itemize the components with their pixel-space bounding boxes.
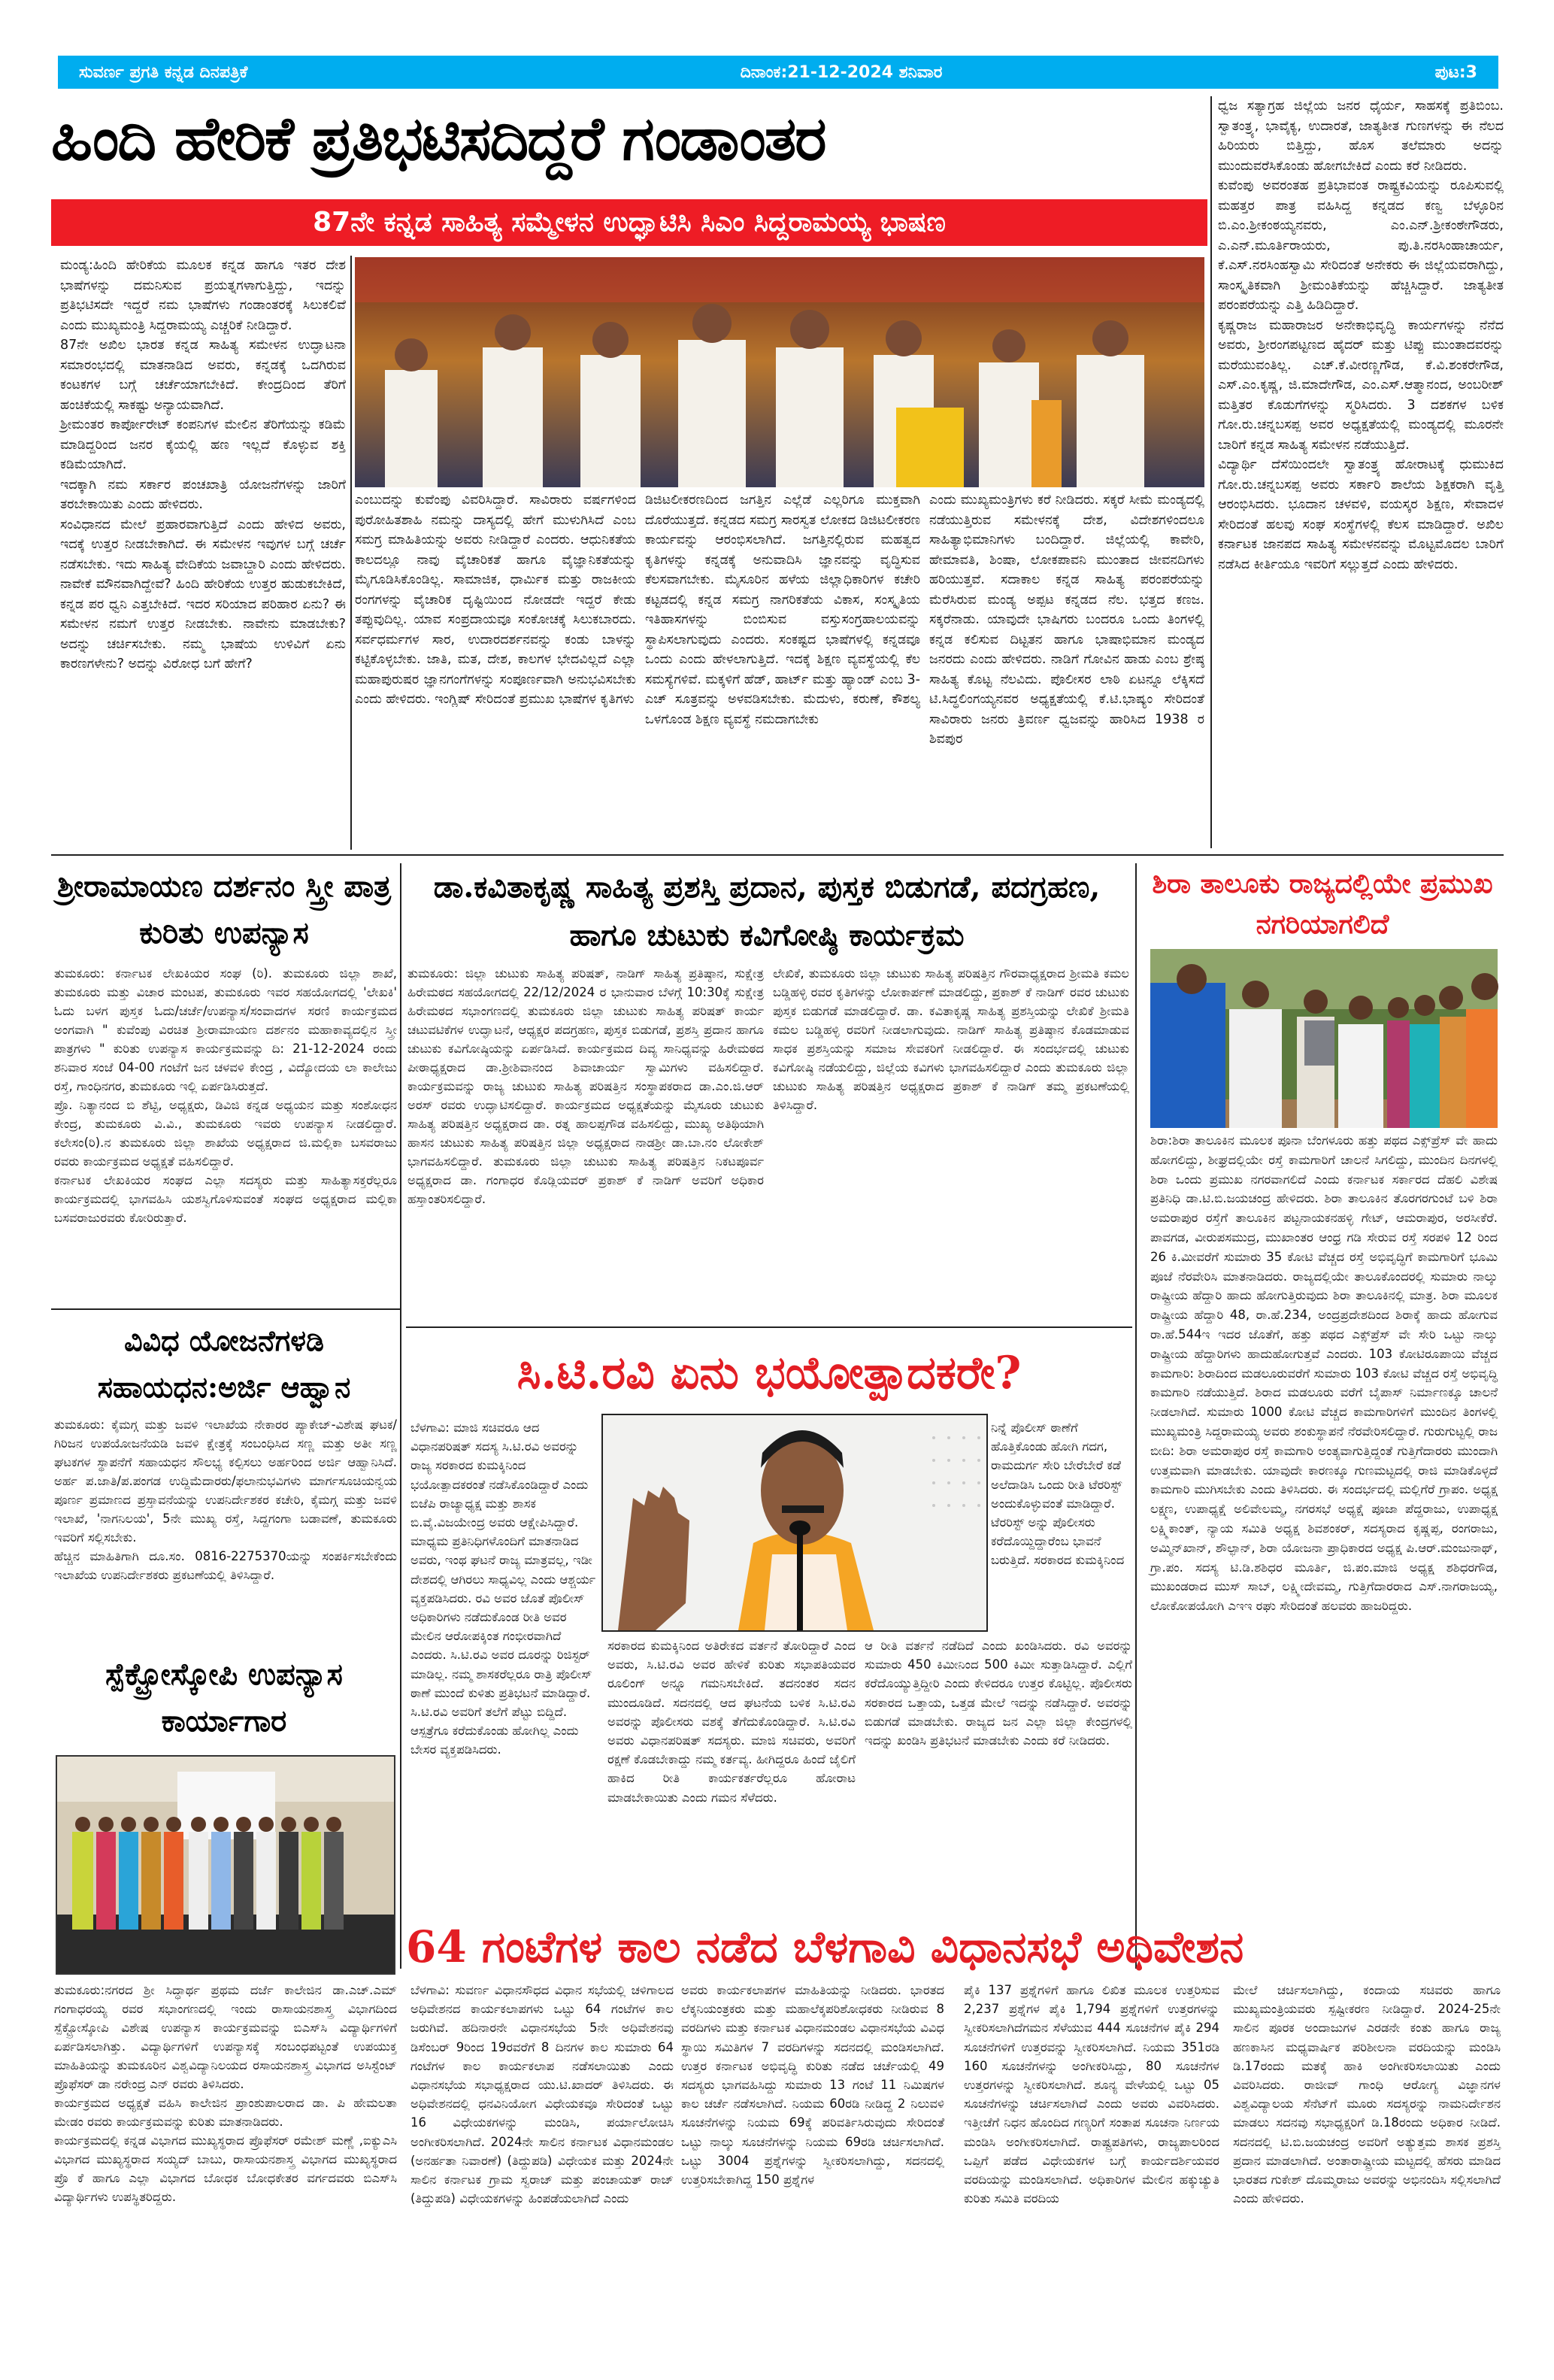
lead-subheadline-banner: 87ನೇ ಕನ್ನಡ ಸಾಹಿತ್ಯ ಸಮ್ಮೇಳನ ಉದ್ಘಾಟಿಸಿ ಸಿಎಂ ಸಿದ್ದರಾಮಯ್ಯ ಭಾಷಣ xyxy=(51,199,1207,246)
ct-ravi-column-bottom-1: ಸರಕಾರದ ಕುಮಕ್ಕಿನಿಂದ ಅತಿರೇಕದ ವರ್ತನೆ ತೋರಿದ್ದಾರೆ ಎಂದ ಅವರು, ಸಿ.ಟಿ.ರವಿ ಅವರ ಹೇಳಿಕೆ ಕುರಿತು ಸಭಾಪತಿಯವರ ರೂಲಿಂಗ್ ಅನ್ನೂ ಗಮನಿಸಬೇಕಿದೆ. ತದನಂತರ ಸದನ ಮುಂದೂಡಿದೆ. ಸದನದಲ್ಲಿ ಆದ ಘಟನೆಯ ಬಳಿಕ ಸಿ.ಟಿ.ರವಿ ಅವರನ್ನು ಪೊಲೀಸರು ವಶಕ್ಕೆ ತೆಗೆದುಕೊಂಡಿದ್ದಾರೆ. ಸಿ.ಟಿ.ರವಿ ಅವರು ವಿಧಾನಪರಿಷತ್ ಸದಸ್ಯರು. ಮಾಜಿ ಸಚಿವರು, ಅವರಿಗೆ ರಕ್ಷಣೆ ಕೊಡಬೇಕಾದ್ದು ನಮ್ಮ ಕರ್ತವ್ಯ. ಹೀಗಿದ್ದರೂ ಹಿಂದೆ ಜೈಲಿಗೆ ಹಾಕಿದ ರೀತಿ ಕಾರ್ಯಕರ್ತರೆಲ್ಲರೂ ಹೋರಾಟ ಮಾಡಬೇಕಾಯಿತು ಎಂದು ಗಮನ ಸೆಳೆದರು. xyxy=(607,1639,856,1805)
lead-paragraph: ಕುವೆಂಪು ಅವರಂತಹ ಪ್ರತಿಭಾವಂತ ರಾಷ್ಟ್ರಕವಿಯನ್ನು ರೂಪಿಸುವಲ್ಲಿ ಮಹತ್ತರ ಪಾತ್ರ ವಹಿಸಿದ್ದ ಕನ್ನಡದ ಕಣ್ವ ಬೆಳ್ಳೂರಿನ ಬಿ.ಎಂ.ಶ್ರೀಕಂಠಯ್ಯನವರು, ಎಂ.ಎನ್.ಶ್ರೀಕಂಠೇಗೌಡರು, ಎ.ಎನ್.ಮೂರ್ತಿರಾಯರು, ಪು.ತಿ.ನರಸಿಂಹಾಚಾರ್ಯ, ಕೆ.ಎಸ್.ನರಸಿಂಹಸ್ವಾಮಿ ಸೇರಿದಂತೆ ಅನೇಕರು ಈ ಜಿಲ್ಲೆಯವರಾಗಿದ್ದು, ಸಾಂಸ್ಕೃತಿಕವಾಗಿ ಶ್ರೀಮಂತಿಕೆಯನ್ನು ಹೆಚ್ಚಿಸಿದ್ದಾರೆ. ಜಾತ್ಯತೀತ ಪರಂಪರೆಯನ್ನು ಎತ್ತಿ ಹಿಡಿದಿದ್ದಾರೆ. xyxy=(1218,178,1504,313)
lead-paragraph: ಧ್ವಜ ಸತ್ಯಾಗ್ರಹ ಜಿಲ್ಲೆಯ ಜನರ ಧೈರ್ಯ, ಸಾಹಸಕ್ಕೆ ಪ್ರತಿಬಿಂಬ. ಸ್ವಾತಂತ್ರ್ಯ, ಭಾವೈಕ್ಯ, ಉದಾರತೆ, ಜಾತ್ಯತೀತ ಗುಣಗಳನ್ನು ಈ ನೆಲದ ಹಿರಿಯರು ಬಿತ್ತಿದ್ದು, ಹೊಸ ತಲೆಮಾರು ಅದನ್ನು ಮುಂದುವರೆಸಿಕೊಂಡು ಹೋಗಬೇಕಿದೆ ಎಂದು ಕರೆ ನೀಡಿದರು. xyxy=(1218,99,1504,174)
lead-column-2: ಎಂಬುದನ್ನು ಕುವೆಂಪು ವಿವರಿಸಿದ್ದಾರೆ. ಸಾವಿರಾರು ವರ್ಷಗಳಿಂದ ಪುರೋಹಿತಶಾಹಿ ನಮನ್ನು ದಾಸ್ಯದಲ್ಲಿ ಹೇಗೆ ಮುಳುಗಿಸಿದೆ ಎಂಬ ಸಮಗ್ರ ಮಾಹಿತಿಯನ್ನು ಅವರು ನೀಡಿದ್ದಾರೆ ಎಂದರು. ಆಧುನಿಕತೆಯ ಕಾಲದಲ್ಲೂ ನಾವು ವೈಚಾರಿಕತೆ ಹಾಗೂ ವೈಜ್ಞಾನಿಕತೆಯನ್ನು ಮೈಗೂಡಿಸಿಕೊಂಡಿಲ್ಲ. ಸಾಮಾಜಿಕ, ಧಾರ್ಮಿಕ ಮತ್ತು ರಾಜಕೀಯ ರಂಗಗಳನ್ನು ವೈಚಾರಿಕ ದೃಷ್ಟಿಯಿಂದ ನೋಡದೇ ಇದ್ದರೆ ಕೇಡು ತಪ್ಪುವುದಿಲ್ಲ. ಯಾವ ಸಂಪ್ರದಾಯವೂ ಸಂಕೋಚಕ್ಕೆ ಸಿಲುಕಬಾರದು. ಸರ್ವಧರ್ಮಗಳ ಸಾರ, ಉದಾರದರ್ಶನವನ್ನು ಕಂಡು ಬಾಳನ್ನು ಕಟ್ಟಿಕೊಳ್ಳಬೇಕು. ಜಾತಿ, ಮತ, ದೇಶ, ಕಾಲಗಳ ಭೇದವಿಲ್ಲದೆ ಎಲ್ಲಾ ಮಹಾಪುರುಷರ ಜ್ಞಾನಗಂಗೆಗಳನ್ನು ಸಂಪೂರ್ಣವಾಗಿ ಅನುಭವಿಸಬೇಕು ಎಂದು ಹೇಳಿದರು. ಇಂಗ್ಲಿಷ್ ಸೇರಿದಂತೆ ಪ್ರಮುಖ ಭಾಷೆಗಳ ಕೃತಿಗಳು xyxy=(355,493,636,707)
ramayana-paragraph: ಪ್ರೊ. ನಿತ್ಯಾನಂದ ಬಿ ಶೆಟ್ಟಿ, ಅಧ್ಯಕ್ಷರು, ಡಿವಿಜಿ ಕನ್ನಡ ಅಧ್ಯಯನ ಮತ್ತು ಸಂಶೋಧನ ಕೇಂದ್ರ, ತುಮಕೂರು ವಿ.ವಿ., ತುಮಕೂರು ಇವರು ಉಪನ್ಯಾಸ ನೀಡಲಿದ್ದಾರೆ. ಕಲೇಸಂ(ರಿ).ನ ತುಮಕೂರು ಜಿಲ್ಲಾ ಶಾಖೆಯ ಅಧ್ಯಕ್ಷರಾದ ಜಿ.ಮಲ್ಲಿಕಾ ಬಸವರಾಜು ರವರು ಕಾರ್ಯಕ್ರಮದ ಅಧ್ಯಕ್ಷತೆ ವಹಿಸಲಿದ್ದಾರೆ. xyxy=(54,1098,397,1169)
spectroscopy-photo-group xyxy=(56,1755,395,1975)
schemes-paragraph: ಹೆಚ್ಚಿನ ಮಾಹಿತಿಗಾಗಿ ದೂ.ಸಂ. 0816-2275370ಯನ್ನು ಸಂಪರ್ಕಿಸಬೇಕೆಂದು ಇಲಾಖೆಯ ಉಪನಿರ್ದೇಶಕರು ಪ್ರಕಟಣೆಯಲ್ಲಿ ತಿಳಿಸಿದ್ದಾರೆ. xyxy=(54,1549,397,1582)
belagavi-column-1: ಬೆಳಗಾವಿ: ಸುವರ್ಣ ವಿಧಾನಸೌಧದ ವಿಧಾನ ಸಭೆಯಲ್ಲಿ ಚಳಿಗಾಲದ ಅಧಿವೇಶನದ ಕಾರ್ಯಕಲಾಪಗಳು ಒಟ್ಟು 64 ಗಂಟೆಗಳ ಕಾಲ ಜರುಗಿವೆ. ಹದಿನಾರನೇ ವಿಧಾನಸಭೆಯ 5ನೇ ಅಧಿವೇಶನವು ಡಿಸೆಂಬರ್ 9ರಿಂದ 19ರವರೆಗೆ 8 ದಿನಗಳ ಕಾಲ ಸುಮಾರು 64 ಗಂಟೆಗಳ ಕಾಲ ಕಾರ್ಯಕಲಾಪ ನಡೆಸಲಾಯಿತು ಎಂದು ವಿಧಾನಸಭೆಯ ಸಭಾಧ್ಯಕ್ಷರಾದ ಯು.ಟಿ.ಖಾದರ್ ತಿಳಿಸಿದರು. ಈ ಅಧಿವೇಶನದಲ್ಲಿ ಧನವಿನಿಯೋಗ ವಿಧೇಯಕವೂ ಸೇರಿದಂತೆ ಒಟ್ಟು 16 ವಿಧೇಯಕಗಳನ್ನು ಮಂಡಿಸಿ, ಪರ್ಯಾಲೋಚಿಸಿ ಅಂಗೀಕರಿಸಲಾಗಿದೆ. 2024ನೇ ಸಾಲಿನ ಕರ್ನಾಟಕ ವಿಧಾನಮಂಡಲ (ಅನರ್ಹತಾ ನಿವಾರಣೆ) (ತಿದ್ದುಪಡಿ) ವಿಧೇಯಕ ಮತ್ತು 2024ನೇ ಸಾಲಿನ ಕರ್ನಾಟಕ ಗ್ರಾಮ ಸ್ವರಾಜ್ ಮತ್ತು ಪಂಚಾಯತ್ ರಾಜ್ (ತಿದ್ದುಪಡಿ) ವಿಧೇಯಕಗಳನ್ನು ಹಿಂಪಡೆಯಲಾಗಿದೆ ಎಂದು xyxy=(410,1983,674,2206)
ct-ravi-headline: ಸಿ.ಟಿ.ರವಿ ಏನು ಭಯೋತ್ಪಾದಕರೇ? xyxy=(516,1347,1022,1399)
lead-column-5 xyxy=(1218,96,1504,850)
belagavi-column-2: ಅವರು ಕಾರ್ಯಕಲಾಪಗಳ ಮಾಹಿತಿಯನ್ನು ನೀಡಿದರು. ಭಾರತದ ಲೆಕ್ಕನಿಯಂತ್ರಕರು ಮತ್ತು ಮಹಾಲೆಕ್ಕಪರಿಶೋಧಕರು ನೀಡಿರುವ 8 ವರದಿಗಳು ಮತ್ತು ಕರ್ನಾಟಕ ವಿಧಾನಮಂಡಲ ವಿಧಾನಸಭೆಯ ವಿವಿಧ ಸ್ಥಾಯಿ ಸಮಿತಿಗಳ 7 ವರದಿಗಳನ್ನು ಸದನದಲ್ಲಿ ಮಂಡಿಸಲಾಗಿದೆ. ಉತ್ತರ ಕರ್ನಾಟಕ ಅಭಿವೃದ್ಧಿ ಕುರಿತು ನಡೆದ ಚರ್ಚೆಯಲ್ಲಿ 49 ಸದಸ್ಯರು ಭಾಗವಹಿಸಿದ್ದು ಸುಮಾರು 13 ಗಂಟೆ 11 ನಿಮಿಷಗಳ ಕಾಲ ಚರ್ಚೆ ನಡೆಸಲಾಗಿದೆ. ನಿಯಮ 60ರಡಿ ನೀಡಿದ್ದ 2 ನಿಲುವಳಿ ಸೂಚನೆಗಳನ್ನು ನಿಯಮ 69ಕ್ಕೆ ಪರಿವರ್ತಿಸಿರುವುದು ಸೇರಿದಂತೆ ಒಟ್ಟು ನಾಲ್ಕು ಸೂಚನೆಗಳನ್ನು ನಿಯಮ 69ರಡಿ ಚರ್ಚಿಸಲಾಗಿದೆ. ಒಟ್ಟು 3004 ಪ್ರಶ್ನೆಗಳನ್ನು ಸ್ವೀಕರಿಸಲಾಗಿದ್ದು, ಸದನದಲ್ಲಿ ಉತ್ತರಿಸಬೇಕಾಗಿದ್ದ 150 ಪ್ರಶ್ನೆಗಳ xyxy=(681,1983,944,2187)
award-column-2: ಲೇಖಿಕೆ, ತುಮಕೂರು ಜಿಲ್ಲಾ ಚುಟುಕು ಸಾಹಿತ್ಯ ಪರಿಷತ್ತಿನ ಗೌರವಾಧ್ಯಕ್ಷರಾದ ಶ್ರೀಮತಿ ಕಮಲ ಬಡ್ಡಿಹಳ್ಳಿ ರವರ ಕೃತಿಗಳನ್ನು ಲೋಕಾರ್ಪಣೆ ಮಾಡಲಿದ್ದು, ಪ್ರಕಾಶ್ ಕೆ ನಾಡಿಗ್ ರವರ ಚುಟುಕು ಪುಸ್ತಕ ಬಿಡುಗಡೆ ಮಾಡಲಿದ್ದಾರೆ. ಡಾ. ಕವಿತಾಕೃಷ್ಣ ಸಾಹಿತ್ಯ ಪ್ರಶಸ್ತಿಯನ್ನು ಲೇಖಿಕೆ ಶ್ರೀಮತಿ ಕಮಲ ಬಡ್ಡಿಹಳ್ಳಿ ರವರಿಗೆ ನೀಡಲಾಗುವುದು. ನಾಡಿಗ್ ಸಾಹಿತ್ಯ ಪ್ರತಿಷ್ಠಾನ ಕೊಡಮಾಡುವ ಸಾಧಕ ಪ್ರಶಸ್ತಿಯನ್ನು ಸಮಾಜ ಸೇವಕರಿಗೆ ನೀಡಲಿದ್ದಾರೆ. ಈ ಸಂದರ್ಭದಲ್ಲಿ ಚುಟುಕು ಕವಿಗೋಷ್ಠಿ ನಡೆಯಲಿದ್ದು, ಜಿಲ್ಲೆಯ ಕವಿಗಳು ಭಾಗವಹಿಸಲಿದ್ದಾರೆ ಎಂದು ತುಮಕೂರು ಜಿಲ್ಲಾ ಚುಟುಕು ಸಾಹಿತ್ಯ ಪರಿಷತ್ತಿನ ಅಧ್ಯಕ್ಷರಾದ ಪ್ರಕಾಶ್ ಕೆ ನಾಡಿಗ್ ತಮ್ಮ ಪ್ರಕಟಣೆಯಲ್ಲಿ ತಿಳಿಸಿದ್ದಾರೆ. xyxy=(773,966,1129,1112)
schemes-headline: ವಿವಿಧ ಯೋಜನೆಗಳಡಿ ಸಹಾಯಧನ:ಅರ್ಜಿ ಆಹ್ವಾನ xyxy=(97,1323,351,1404)
lead-column-4: ಎಂದು ಮುಖ್ಯಮಂತ್ರಿಗಳು ಕರೆ ನೀಡಿದರು. ಸಕ್ಕರೆ ಸೀಮೆ ಮಂಡ್ಯದಲ್ಲಿ ನಡೆಯುತ್ತಿರುವ ಸಮೇಳನಕ್ಕೆ ದೇಶ, ವಿದೇಶಗಳಿಂದಲೂ ಸಾಹಿತ್ಯಾಭಿಮಾನಿಗಳು ಬಂದಿದ್ದಾರೆ. ಜಿಲ್ಲೆಯಲ್ಲಿ ಕಾವೇರಿ, ಹೇಮಾವತಿ, ಶಿಂಷಾ, ಲೋಕಪಾವನಿ ಮುಂತಾದ ಜೀವನದಿಗಳು ಹರಿಯುತ್ತವೆ. ಸದಾಕಾಲ ಕನ್ನಡ ಸಾಹಿತ್ಯ ಪರಂಪರೆಯನ್ನು ಮೆರೆಸಿರುವ ಮಂಡ್ಯ ಅಪ್ಪಟ ಕನ್ನಡದ ನೆಲ. ಭತ್ತದ ಕಣಜ. ಸಕ್ಕರೆನಾಡು. ಯಾವುದೇ ಭಾಷಿಗರು ಬಂದರೂ ಒಂದು ತಿಂಗಳಲ್ಲಿ ಕನ್ನಡ ಕಲಿಸುವ ದಿಟ್ಟತನ ಹಾಗೂ ಭಾಷಾಭಿಮಾನ ಮಂಡ್ಯದ ಜನರದು ಎಂದು ಹೇಳಿದರು. ನಾಡಿಗೆ ಗೋವಿನ ಹಾಡು ಎಂಬ ಶ್ರೇಷ್ಠ ಸಾಹಿತ್ಯ ಕೊಟ್ಟ ನೆಲವಿದು. ಪೊಲೀಸರ ಲಾಠಿ ಏಟನ್ನೂ ಲೆಕ್ಕಿಸದೆ ಟಿ.ಸಿದ್ಧಲಿಂಗಯ್ಯನವರ ಅಧ್ಯಕ್ಷತೆಯಲ್ಲಿ ಕೆ.ಟಿ.ಭಾಷ್ಯಂ ಸೇರಿದಂತೆ ಸಾವಿರಾರು ಜನರು ತ್ರಿವರ್ಣ ಧ್ವಜವನ್ನು ಹಾರಿಸಿದ 1938 ರ ಶಿವಪುರ xyxy=(929,493,1204,747)
lead-paragraph: ಇದಕ್ಕಾಗಿ ನಮ ಸರ್ಕಾರ ಪಂಚಖಾತ್ರಿ ಯೋಜನೆಗಳನ್ನು ಜಾರಿಗೆ ತರಬೇಕಾಯಿತು ಎಂದು ಹೇಳಿದರು. xyxy=(60,477,346,512)
lead-paragraph: ವಿದ್ಯಾರ್ಥಿ ದೆಸೆಯಿಂದಲೇ ಸ್ವಾತಂತ್ರ್ಯ ಹೋರಾಟಕ್ಕೆ ಧುಮುಕಿದ ಗೋ.ರು.ಚನ್ನಬಸಪ್ಪ ಅವರು ಸರ್ಕಾರಿ ಶಾಲೆಯ ಶಿಕ್ಷಕರಾಗಿ ವೃತ್ತಿ ಆರಂಭಿಸಿದರು. ಭೂದಾನ ಚಳವಳಿ, ವಯಸ್ಕರ ಶಿಕ್ಷಣ, ಸೇವಾದಳ ಸೇರಿದಂತೆ ಹಲವು ಸಂಘ ಸಂಸ್ಥೆಗಳಲ್ಲಿ ಕೆಲಸ ಮಾಡಿದ್ದಾರೆ. ಅಖಿಲ ಕರ್ನಾಟಕ ಜಾನಪದ ಸಾಹಿತ್ಯ ಸಮೇಳನವನ್ನು ಮೊಟ್ಟಮೊದಲ ಬಾರಿಗೆ ನಡೆಸಿದ ಕೀರ್ತಿಯೂ ಇವರಿಗೆ ಸಲ್ಲುತ್ತದೆ ಎಂದು ಹೇಳಿದರು. xyxy=(1218,457,1504,572)
lead-paragraph: ಮಂಡ್ಯ:ಹಿಂದಿ ಹೇರಿಕೆಯ ಮೂಲಕ ಕನ್ನಡ ಹಾಗೂ ಇತರ ದೇಶ ಭಾಷೆಗಳನ್ನು ದಮನಿಸುವ ಪ್ರಯತ್ನಗಳಾಗುತ್ತಿದ್ದು, ಇದನ್ನು ಪ್ರತಿಭಟಿಸದೇ ಇದ್ದರೆ ನಮ ಭಾಷೆಗಳು ಗಂಡಾಂತರಕ್ಕೆ ಸಿಲುಕಲಿವೆ ಎಂದು ಮುಖ್ಯಮಂತ್ರಿ ಸಿದ್ದರಾಮಯ್ಯ ಎಚ್ಚರಿಕೆ ನೀಡಿದ್ದಾರೆ. xyxy=(60,258,346,333)
spectroscopy-body xyxy=(54,1981,397,2266)
column-divider xyxy=(400,863,401,1969)
ct-ravi-column-right: ನಿನ್ನೆ ಪೊಲೀಸ್ ಠಾಣೆಗೆ ಹೊತ್ತಿಕೊಂಡು ಹೋಗಿ ಗದಗ, ರಾಮದುರ್ಗ ಸೇರಿ ಬೇರೆಬೇರೆ ಕಡೆ ಅಲೆದಾಡಿಸಿ ಒಂದು ರೀತಿ ಟೆರರಿಸ್ಟ್ ಅಂದುಕೊಳ್ಳುವಂತೆ ಮಾಡಿದ್ದಾರೆ. ಟೆರರಿಸ್ಟ್ ಅನ್ನು ಪೊಲೀಸರು ಕರೆದೊಯ್ದಿದ್ದಾರೆಂಬ ಭಾವನೆ ಬರುತ್ತಿದೆ. ಸರಕಾರದ ಕುಮಕ್ಕಿನಿಂದ xyxy=(991,1420,1125,1568)
column-divider xyxy=(1135,863,1137,1969)
lead-column-3: ಡಿಜಿಟಲೀಕರಣದಿಂದ ಜಗತ್ತಿನ ಎಲ್ಲೆಡೆ ಎಲ್ಲರಿಗೂ ಮುಕ್ತವಾಗಿ ದೊರೆಯುತ್ತದೆ. ಕನ್ನಡದ ಸಮಗ್ರ ಸಾರಸ್ವತ ಲೋಕದ ಡಿಜಿಟಲೀಕರಣ ಕಾರ್ಯವನ್ನು ಆರಂಭಿಸಲಾಗಿದೆ. ಜಗತ್ತಿನಲ್ಲಿರುವ ಮಹತ್ವದ ಕೃತಿಗಳನ್ನು ಕನ್ನಡಕ್ಕೆ ಅನುವಾದಿಸಿ ಜ್ಞಾನವನ್ನು ವೃದ್ಧಿಸುವ ಕೆಲಸವಾಗಬೇಕು. ಮೈಸೂರಿನ ಹಳೆಯ ಜಿಲ್ಲಾಧಿಕಾರಿಗಳ ಕಚೇರಿ ಕಟ್ಟಡದಲ್ಲಿ ಕನ್ನಡ ಸಮಗ್ರ ನಾಗರಿಕತೆಯ ವಿಕಾಸ, ಸಂಸ್ಕೃತಿಯ ಇತಿಹಾಸಗಳನ್ನು ಬಿಂಬಿಸುವ ವಸ್ತುಸಂಗ್ರಹಾಲಯವನ್ನು ಸ್ಥಾಪಿಸಲಾಗುವುದು ಎಂದರು. ಸಂಕಷ್ಟದ ಭಾಷೆಗಳಲ್ಲಿ ಕನ್ನಡವೂ ಒಂದು ಎಂದು ಹೇಳಲಾಗುತ್ತಿದೆ. ಇದಕ್ಕೆ ಶಿಕ್ಷಣ ವ್ಯವಸ್ಥೆಯಲ್ಲಿ ಕೆಲ ಸಮಸ್ಯೆಗಳಿವೆ. ಮಕ್ಕಳಿಗೆ ಹೆಡ್, ಹಾರ್ಟ್ ಮತ್ತು ಹ್ಯಾಂಡ್ ಎಂಬ 3-ಎಚ್ ಸೂತ್ರವನ್ನು ಅಳವಡಿಸಬೇಕು. ಮೆದುಳು, ಕರುಣೆ, ಕೌಶಲ್ಯ ಒಳಗೊಂಡ ಶಿಕ್ಷಣ ವ್ಯವಸ್ಥೆ ನಮದಾಗಬೇಕು xyxy=(645,493,920,727)
section-divider xyxy=(51,854,1504,856)
sira-photo-groundbreaking xyxy=(1150,949,1498,1128)
sira-headline: ಶಿರಾ ತಾಲೂಕು ರಾಜ್ಯದಲ್ಲಿಯೇ ಪ್ರಮುಖ ನಗರಿಯಾಗಲಿದೆ xyxy=(1152,868,1493,940)
spectroscopy-paragraph: ಕಾರ್ಯಕ್ರಮದ ಅಧ್ಯಕ್ಷತೆ ವಹಿಸಿ ಕಾಲೇಜಿನ ಪ್ರಾಂಶುಪಾಲರಾದ ಡಾ. ಪಿ ಹೇಮಲತಾ ಮೇಡಂ ರವರು ಕಾರ್ಯಕ್ರಮವನ್ನು ಕುರಿತು ಮಾತನಾಡಿದರು. xyxy=(54,2096,397,2129)
spectroscopy-headline: ಸ್ಪೆಕ್ಟ್ರೋಸ್ಕೋಪಿ ಉಪನ್ಯಾಸ ಕಾರ್ಯಾಗಾರ xyxy=(105,1657,343,1739)
issue-date: ದಿನಾಂಕ:21-12-2024 ಶನಿವಾರ xyxy=(740,62,943,82)
column-divider xyxy=(1210,96,1212,848)
ramayana-paragraph: ತುಮಕೂರು: ಕರ್ನಾಟಕ ಲೇಖಕಿಯರ ಸಂಘ (ರಿ). ತುಮಕೂರು ಜಿಲ್ಲಾ ಶಾಖೆ, ತುಮಕೂರು ಮತ್ತು ವಿಚಾರ ಮಂಟಪ, ತುಮಕೂರು ಇವರ ಸಹಯೋಗದಲ್ಲಿ 'ಲೇಖಕಿ' ಓದು ಬಳಗ ಪುಸ್ತಕ ಓದು/ಚರ್ಚೆ/ಉಪನ್ಯಾಸ/ಸಂವಾದಗಳ ಸರಣಿ ಕಾರ್ಯಕ್ರಮದ ಅಂಗವಾಗಿ " ಕುವೆಂಪು ವಿರಚಿತ ಶ್ರೀರಾಮಾಯಣ ದರ್ಶನಂ ಮಹಾಕಾವ್ಯದಲ್ಲಿನ ಸ್ತ್ರೀ ಪಾತ್ರಗಳು " ಕುರಿತು ಉಪನ್ಯಾಸ ಕಾರ್ಯಕ್ರಮವನ್ನು ದಿ: 21-12-2024 ರಂದು ಶನಿವಾರ ಸಂಜೆ 04-00 ಗಂಟೆಗೆ ಜನ ಚಳವಳಿ ಕೇಂದ್ರ , ವಿದ್ಯೋದಯ ಲಾ ಕಾಲೇಜು ರಸ್ತೆ, ಗಾಂಧಿನಗರ, ತುಮಕೂರು ಇಲ್ಲಿ ಏರ್ಪಡಿಸಿರುತ್ತದೆ. xyxy=(54,966,397,1093)
belagavi-column-4: ಮೇಲೆ ಚರ್ಚಿಸಲಾಗಿದ್ದು, ಕಂದಾಯ ಸಚಿವರು ಹಾಗೂ ಮುಖ್ಯಮಂತ್ರಿಯವರು ಸ್ಪಷ್ಟೀಕರಣ ನೀಡಿದ್ದಾರೆ. 2024-25ನೇ ಸಾಲಿನ ಪೂರಕ ಅಂದಾಜುಗಳ ಎರಡನೇ ಕಂತು ಹಾಗೂ ರಾಜ್ಯ ಹಣಕಾಸಿನ ಮಧ್ಯವಾರ್ಷಿಕ ಪರಿಶೀಲನಾ ವರದಿಯನ್ನು ಮಂಡಿಸಿ ಡಿ.17ರಂದು ಮತಕ್ಕೆ ಹಾಕಿ ಅಂಗೀಕರಿಸಲಾಯಿತು ಎಂದು ವಿವರಿಸಿದರು. ರಾಜೀವ್ ಗಾಂಧಿ ಆರೋಗ್ಯ ವಿಜ್ಞಾನಗಳ ವಿಶ್ವವಿದ್ಯಾಲಯ ಸೆನೆಟ್‌ಗೆ ಮೂರು ಸದಸ್ಯರನ್ನು ನಾಮನಿರ್ದೇಶನ ಮಾಡಲು ಸದನವು ಸಭಾಧ್ಯಕ್ಷರಿಗೆ ಡಿ.18ರಂದು ಅಧಿಕಾರ ನೀಡಿದೆ. ಸದನದಲ್ಲಿ ಟಿ.ಬಿ.ಜಯಚಂದ್ರ ಅವರಿಗೆ ಅತ್ಯುತ್ತಮ ಶಾಸಕ ಪ್ರಶಸ್ತಿ ಪ್ರದಾನ ಮಾಡಲಾಗಿದೆ. ಅಂತಾರಾಷ್ಟ್ರೀಯ ಮಟ್ಟದಲ್ಲಿ ಹೆಸರು ಮಾಡಿದ ಭಾರತದ ಗುಕೇಶ್ ದೊಮ್ಮರಾಜು ಅವರನ್ನು ಅಭಿನಂದಿಸಿ ಸಲ್ಲಿಸಲಾಗಿದೆ ಎಂದು ಹೇಳಿದರು. xyxy=(1233,1983,1501,2206)
section-divider xyxy=(406,1326,1132,1328)
section-divider xyxy=(51,1308,400,1310)
ramayana-body xyxy=(54,964,397,1302)
sira-body: ಶಿರಾ:ಶಿರಾ ತಾಲೂಕಿನ ಮೂಲಕ ಪೂನಾ ಬೆಂಗಳೂರು ಹತ್ತು ಪಥದ ಎಕ್ಸ್‌ಪ್ರೆಸ್ ವೇ ಹಾದು ಹೋಗಲಿದ್ದು, ಶೀಘ್ರದಲ್ಲಿಯೇ ರಸ್ತೆ ಕಾಮಗಾರಿಗೆ ಚಾಲನೆ ಸಿಗಲಿದ್ದು, ಮುಂದಿನ ದಿನಗಳಲ್ಲಿ ಶಿರಾ ಒಂದು ಪ್ರಮುಖ ನಗರವಾಗಲಿದೆ ಎಂದು ಕರ್ನಾಟಕ ಸರ್ಕಾರದ ದೆಹಲಿ ವಿಶೇಷ ಪ್ರತಿನಿಧಿ ಡಾ.ಟಿ.ಬಿ.ಜಯಚಂದ್ರ ಹೇಳಿದರು. ಶಿರಾ ತಾಲೂಕಿನ ತೊರಗರಗುಂಟೆ ಬಳಿ ಶಿರಾ ಅಮರಾಪುರ ರಸ್ತೆಗೆ ತಾಲೂಕಿನ ಪಟ್ಟನಾಯಕನಹಳ್ಳಿ ಗೇಟ್, ಆಮರಾಪುರ, ಅರಸೀಕೆರೆ. ಪಾವಗಡ, ವೀರುಪಸಮುದ್ರ, ಮುಖಾಂತರ ಆಂಧ್ರ ಗಡಿ ಸೇರುವ ರಸ್ತೆ ಸರಪಳಿ 12 ರಿಂದ 26 ಕಿ.ಮೀವರೆಗೆ ಸುಮಾರು 35 ಕೋಟಿ ವೆಚ್ಚದ ರಸ್ತೆ ಅಭಿವೃದ್ಧಿಗೆ ಕಾಮಗಾರಿಗೆ ಭೂಮಿ ಪೂಜೆ ನೆರವೇರಿಸಿ ಮಾತನಾಡಿದರು. ರಾಜ್ಯದಲ್ಲಿಯೇ ತಾಲೂಕೊಂದರಲ್ಲಿ ಸುಮಾರು ನಾಲ್ಕು ರಾಷ್ಟ್ರೀಯ ಹೆದ್ದಾರಿ ಹಾದು ಹೋಗುತ್ತಿರುವುದು ಶಿರಾ ತಾಲೂಕಿನಲ್ಲಿ ಮಾತ್ರ. ಶಿರಾ ಮೂಲಕ ರಾಷ್ಟ್ರೀಯ ಹೆದ್ದಾರಿ 48, ರಾ.ಹೆ.234, ಅಂದ್ರಪ್ರದೇಶದಿಂದ ಶಿರಾಕ್ಕೆ ಹಾದು ಹೋಗುವ ರಾ.ಹೆ.544ಇ ಇದರ ಜೊತೆಗೆ, ಹತ್ತು ಪಥದ ಎಕ್ಸ್‌ಪ್ರೆಸ್ ವೇ ಸೇರಿ ಒಟ್ಟು ನಾಲ್ಕು ರಾಷ್ಟ್ರೀಯ ಹೆದ್ದಾರಿಗಳು ಹಾದುಹೋಗುತ್ತವೆ ಎಂದರು. 103 ಕೋಟಿರೂಪಾಯಿ ವೆಚ್ಚದ ಕಾಮಗಾರಿ: ಶಿರಾದಿಂದ ಮಡಲೂರುವರೆಗೆ ಸುಮಾರು 103 ಕೋಟಿ ವೆಚ್ಚದ ರಸ್ತೆ ಅಭಿವೃದ್ಧಿ ಕಾಮಗಾರಿ ನಡೆಯುತ್ತಿದೆ. ಶಿರಾದ ಮಡಲೂರು ವರೆಗೆ ಬೈಪಾಸ್ ನಿರ್ಮಾಣಕ್ಕೂ ಚಾಲನೆ ನೀಡಲಾಗಿದೆ. ಸುಮಾರು 1000 ಕೋಟಿ ವೆಚ್ಚದ ಕಾಮಗಾರಿಗಳಿಗೆ ಮುಂದಿನ ತಿಂಗಳಲ್ಲಿ ಮುಖ್ಯಮಂತ್ರಿ ಸಿದ್ದರಾಮಯ್ಯ ಅವರು ಶಂಕುಸ್ಥಾಪನೆ ನೆರವೇರಿಸಲಿದ್ದಾರೆ. ಗುರುಗುಟ್ಟಲ್ಲಿ ರಾಜ ಬೀದಿ: ಶಿರಾ ಅಮರಾಪುರ ರಸ್ತೆ ಕಾಮಗಾರಿ ಅಂತ್ಯವಾಗುತ್ತಿದ್ದಂತೆ ಗುತ್ತಿಗೆದಾರರು ಮುಂದಾಗಿ ಉತ್ತಮವಾಗಿ ಮಾಡಬೇಕು. ಯಾವುದೇ ಕಾರಣಕ್ಕೂ ಗುಣಮಟ್ಟದಲ್ಲಿ ರಾಜಿ ಮಾಡಿಕೊಳ್ಳದೆ ಕಾಮಗಾರಿ ಮುಗಿಸಬೇಕು ಎಂದು ತಿಳಿಸಿದರು. ಈ ಸಂದರ್ಭದಲ್ಲಿ ಮಲ್ಲಿಗೆರೆ ಗ್ರಾಪಂ. ಅಧ್ಯಕ್ಷ ಲಕ್ಷ್ಮಣ, ಉಪಾಧ್ಯಕ್ಷೆ ಅಲಿವೇಲಮ್ಮ, ನಗರಸಭೆ ಅಧ್ಯಕ್ಷೆ ಪೂಜಾ ಪೆದ್ದರಾಜು, ಉಪಾಧ್ಯಕ್ಷ ಲಕ್ಷ್ಮಿಕಾಂತ್, ನ್ಯಾಯ ಸಮಿತಿ ಅಧ್ಯಕ್ಷ ಶಿವಶಂಕರ್, ಸದಸ್ಯರಾದ ಕೃಷ್ಣಪ್ಪ, ರಂಗರಾಜು, ಅಮ್ಮಿನ್‌ಖಾನ್, ಶೌಲ್ಫಾನ್, ಶಿರಾ ಯೋಜನಾ ಪ್ರಾಧಿಕಾರದ ಅಧ್ಯಕ್ಷ ಪಿ.ಆರ್.ಮಂಜುನಾಥ್, ಗ್ರಾ.ಪಂ. ಸದಸ್ಯ ಟಿ.ಡಿ.ಶಶಿಧರ ಮೂರ್ತಿ, ಜಿ.ಪಂ.ಮಾಜಿ ಅಧ್ಯಕ್ಷ ಶಶಿಧರಗೌಡ, ಮುಖಂಡರಾದ ಮುಸ್ ಸಾಬ್, ಲಕ್ಷ್ಮೀದೇವಮ್ಮ, ಗುತ್ತಿಗೆದಾರರಾದ ಎಸ್.ನಾಗರಾಜಯ್ಯ, ಲೋಕೋಪಯೋಗಿ ಎಇಇ ರಘು ಸೇರಿದಂತೆ ಹಲವರು ಹಾಜರಿದ್ದರು. xyxy=(1150,1133,1498,1614)
ramayana-paragraph: ಕರ್ನಾಟಕ ಲೇಖಕಿಯರ ಸಂಘದ ಎಲ್ಲಾ ಸದಸ್ಯರು ಮತ್ತು ಸಾಹಿತ್ಯಾಸಕ್ತರೆಲ್ಲರೂ ಕಾರ್ಯಕ್ರಮದಲ್ಲಿ ಭಾಗವಹಿಸಿ ಯಶಸ್ವಿಗೊಳಿಸುವಂತೆ ಸಂಘದ ಅಧ್ಯಕ್ಷರಾದ ಮಲ್ಲಿಕಾ ಬಸವರಾಜುರವರು ಕೋರಿರುತ್ತಾರೆ. xyxy=(54,1173,397,1225)
ramayana-headline: ಶ್ರೀರಾಮಾಯಣ ದರ್ಶನಂ ಸ್ತ್ರೀ ಪಾತ್ರ ಕುರಿತು ಉಪನ್ಯಾಸ xyxy=(56,869,392,950)
belagavi-column-3: ಪೈಕಿ 137 ಪ್ರಶ್ನೆಗಳಿಗೆ ಹಾಗೂ ಲಿಖಿತ ಮೂಲಕ ಉತ್ತರಿಸುವ 2,237 ಪ್ರಶ್ನೆಗಳ ಪೈಕಿ 1,794 ಪ್ರಶ್ನೆಗಳಿಗೆ ಉತ್ತರಗಳನ್ನು ಸ್ವೀಕರಿಸಲಾಗಿದೆಗಮನ ಸೆಳೆಯುವ 444 ಸೂಚನೆಗಳ ಪೈಕಿ 294 ಸೂಚನೆಗಳಿಗೆ ಉತ್ತರವನ್ನು ಸ್ವೀಕರಿಸಲಾಗಿದೆ. ನಿಯಮ 351ರಡಿ 160 ಸೂಚನೆಗಳನ್ನು ಅಂಗೀಕರಿಸಿದ್ದು, 80 ಸೂಚನೆಗಳ ಉತ್ತರಗಳನ್ನು ಸ್ವೀಕರಿಸಲಾಗಿದೆ. ಶೂನ್ಯ ವೇಳೆಯಲ್ಲಿ ಒಟ್ಟು 05 ಸೂಚನೆಗಳನ್ನು ಚರ್ಚಿಸಲಾಗಿದೆ ಎಂದು ಅವರು ವಿವರಿಸಿದರು. ಇತ್ತೀಚೆಗೆ ನಿಧನ ಹೊಂದಿದ ಗಣ್ಯರಿಗೆ ಸಂತಾಪ ಸೂಚನಾ ನಿರ್ಣಯ ಮಂಡಿಸಿ ಅಂಗೀಕರಿಸಲಾಗಿದೆ. ರಾಷ್ಟ್ರಪತಿಗಳು, ರಾಜ್ಯಪಾಲರಿಂದ ಒಪ್ಪಿಗೆ ಪಡೆದ ವಿಧೇಯಕಗಳ ಬಗ್ಗೆ ಕಾರ್ಯದರ್ಶಿಯವರ ವರದಿಯನ್ನು ಮಂಡಿಸಲಾಗಿದೆ. ಅಧಿಕಾರಿಗಳ ಮೇಲಿನ ಹಕ್ಕುಚ್ಯುತಿ ಕುರಿತು ಸಮಿತಿ ವರದಿಯ xyxy=(964,1983,1219,2206)
lead-paragraph: ಸಂವಿಧಾನದ ಮೇಲೆ ಪ್ರಹಾರವಾಗುತ್ತಿದೆ ಎಂದು ಹೇಳಿದ ಅವರು, ಇದಕ್ಕೆ ಉತ್ತರ ನೀಡಬೇಕಾಗಿದೆ. ಈ ಸಮೇಳನ ಇವುಗಳ ಬಗ್ಗೆ ಚರ್ಚೆ ನಡೆಸಬೇಕು. ಇದು ಸಾಹಿತ್ಯ ವೇದಿಕೆಯ ಜವಾಬ್ದಾರಿ ಎಂದು ಹೇಳಿದರು. ನಾವೇಕೆ ಮೌನವಾಗಿದ್ದೇವೆ? ಹಿಂದಿ ಹೇರಿಕೆಯ ಉತ್ತರ ಹುಡುಕಬೇಕಿದೆ, ಕನ್ನಡ ಪರ ಧ್ವನಿ ಎತ್ತಬೇಕಿದೆ. ಇದರ ಸರಿಯಾದ ಪರಿಹಾರ ಏನು? ಈ ಸಮೇಳನ ನಮಗೆ ಉತ್ತರ ನೀಡಬೇಕು. ನಾವೇನು ಮಾಡಬೇಕು? ಅದನ್ನು ಚರ್ಚಿಸಬೇಕು. ನಮ್ಮ ಭಾಷೆಯ ಉಳಿವಿಗೆ ಏನು ಕಾರಣಗಳೇನು? ಅದನ್ನು ವಿರೋಧ ಬಗೆ ಹೇಗೆ? xyxy=(60,517,346,672)
schemes-body xyxy=(54,1415,397,1641)
lead-column-1 xyxy=(60,256,346,850)
lead-paragraph: 87ನೇ ಅಖಿಲ ಭಾರತ ಕನ್ನಡ ಸಾಹಿತ್ಯ ಸಮೇಳನ ಉದ್ಘಾಟನಾ ಸಮಾರಂಭದಲ್ಲಿ ಮಾತನಾಡಿದ ಅವರು, ಕನ್ನಡಕ್ಕೆ ಒದಗಿರುವ ಕಂಟಕಗಳ ಬಗ್ಗೆ ಚರ್ಚೆಯಾಗಬೇಕಿದೆ. ಕೇಂದ್ರದಿಂದ ತೆರಿಗೆ ಹಂಚಿಕೆಯಲ್ಲಿ ಸಾಕಷ್ಟು ಅನ್ಯಾಯವಾಗಿದೆ. xyxy=(60,338,346,413)
newspaper-name: ಸುವರ್ಣ ಪ್ರಗತಿ ಕನ್ನಡ ದಿನಪತ್ರಿಕೆ xyxy=(79,62,248,82)
spectroscopy-paragraph: ತುಮಕೂರು:ನಗರದ ಶ್ರೀ ಸಿದ್ಧಾರ್ಥ ಪ್ರಥಮ ದರ್ಜೆ ಕಾಲೇಜಿನ ಡಾ.ಎಚ್.ಎಮ್ ಗಂಗಾಧರಯ್ಯ ರವರ ಸಭಾಂಗಣದಲ್ಲಿ ಇಂದು ರಾಸಾಯನಶಾಸ್ತ್ರ ವಿಭಾಗದಿಂದ ಸ್ಪೆಕ್ಟ್ರೋಸ್ಕೋಪಿ ವಿಶೇಷ ಉಪನ್ಯಾಸ ಕಾರ್ಯಕ್ರಮವನ್ನು ಬಿಎಸ್‌ಸಿ ವಿದ್ಯಾರ್ಥಿಗಳಿಗೆ ಏರ್ಪಡಿಸಲಾಗಿತ್ತು. ವಿದ್ಯಾರ್ಥಿಗಳಿಗೆ ಉಪನ್ಯಾಸಕ್ಕೆ ಸಂಬಂಧಪಟ್ಟಂತೆ ಉಪಯುಕ್ತ ಮಾಹಿತಿಯನ್ನು ತುಮಕೂರಿನ ವಿಶ್ವವಿದ್ಯಾನಿಲಯದ ರಸಾಯನಶಾಸ್ತ್ರ ವಿಭಾಗದ ಅಸಿಸ್ಟೆಂಟ್ ಪ್ರೊಫೆಸರ್ ಡಾ ನರೇಂದ್ರ ಎನ್ ರವರು ತಿಳಿಸಿದರು. xyxy=(54,1983,397,2091)
award-column-1: ತುಮಕೂರು: ಜಿಲ್ಲಾ ಚುಟುಕು ಸಾಹಿತ್ಯ ಪರಿಷತ್, ನಾಡಿಗ್ ಸಾಹಿತ್ಯ ಪ್ರತಿಷ್ಠಾನ, ಸುಕ್ಷೇತ್ರ ಹಿರೇಮಠದ ಸಹಯೋಗದಲ್ಲಿ 22/12/2024 ರ ಭಾನುವಾರ ಬೆಳಗ್ಗೆ 10:30ಕ್ಕೆ ಸುಕ್ಷೇತ್ರ ಹಿರೇಮಠದ ಸಭಾಂಗಣದಲ್ಲಿ ತುಮಕೂರು ಜಿಲ್ಲಾ ಚುಟುಕು ಸಾಹಿತ್ಯ ಪರಿಷತ್ ಕಾರ್ಯ ಚಟುವಟಿಕೆಗಳ ಉದ್ಘಾಟನೆ, ಆಧ್ಯಕ್ಷರ ಪದಗ್ರಹಣ, ಪುಸ್ತಕ ಬಿಡುಗಡೆ, ಪ್ರಶಸ್ತಿ ಪ್ರದಾನ ಹಾಗೂ ಚುಟುಕು ಕವಿಗೋಷ್ಠಿಯನ್ನು ಏರ್ಪಡಿಸಿದೆ. ಕಾರ್ಯಕ್ರಮದ ದಿವ್ಯ ಸಾನಿಧ್ಯವನ್ನು ಹಿರೇಮಠದ ಪೀಠಾಧ್ಯಕ್ಷರಾದ ಡಾ.ಶ್ರೀಶಿವಾನಂದ ಶಿವಾಚಾರ್ಯ ಸ್ವಾಮಿಗಳು ವಹಿಸಲಿದ್ದಾರೆ. ಕಾರ್ಯಕ್ರಮವನ್ನು ರಾಜ್ಯ ಚುಟುಕು ಸಾಹಿತ್ಯ ಪರಿಷತ್ತಿನ ಸಂಸ್ಥಾಪಕರಾದ ಡಾ.ಎಂ.ಜಿ.ಆರ್ ಅರಸ್ ರವರು ಉದ್ಘಾಟಿಸಲಿದ್ದಾರೆ. ಕಾರ್ಯಕ್ರಮದ ಅಧ್ಯಕ್ಷತೆಯನ್ನು ಮೈಸೂರು ಚುಟುಕು ಸಾಹಿತ್ಯ ಪರಿಷತ್ತಿನ ಅಧ್ಯಕ್ಷರಾದ ಡಾ. ರತ್ನ ಹಾಲಪ್ಪಗೌಡ ವಹಿಸಲಿದ್ದು, ಮುಖ್ಯ ಅತಿಥಿಯಾಗಿ ಹಾಸನ ಚುಟುಕು ಸಾಹಿತ್ಯ ಪರಿಷತ್ತಿನ ಜಿಲ್ಲಾ ಅಧ್ಯಕ್ಷರಾದ ನಾಡಶ್ರೀ ಡಾ.ಬಾ.ನಂ ಲೋಕೇಶ್ ಭಾಗವಹಿಸಲಿದ್ದಾರೆ. ತುಮಕೂರು ಜಿಲ್ಲಾ ಚುಟುಕು ಸಾಹಿತ್ಯ ಪರಿಷತ್ತಿನ ನಿಕಟಪೂರ್ವ ಅಧ್ಯಕ್ಷರಾದ ಡಾ. ಗಂಗಾಧರ ಕೊಡ್ಲಿಯವರ್ ಪ್ರಕಾಶ್ ಕೆ ನಾಡಿಗ್ ಅವರಿಗೆ ಅಧಿಕಾರ ಹಸ್ತಾಂತರಿಸಲಿದ್ದಾರೆ. xyxy=(407,966,764,1206)
schemes-paragraph: ತುಮಕೂರು: ಕೈಮಗ್ಗ ಮತ್ತು ಜವಳಿ ಇಲಾಖೆಯ ನೇಕಾರರ ಪ್ಯಾಕೇಜ್-ವಿಶೇಷ ಘಟಕ/ಗಿರಿಜನ ಉಪಯೋಜನೆಯಡಿ ಜವಳಿ ಕ್ಷೇತ್ರಕ್ಕೆ ಸಂಬಂಧಿಸಿದ ಸಣ್ಣ ಮತ್ತು ಅತೀ ಸಣ್ಣ ಘಟಕಗಳ ಸ್ಥಾಪನೆಗೆ ಸಹಾಯಧನ ಸೌಲಭ್ಯ ಕಲ್ಪಿಸಲು ಅರ್ಹರಿಂದ ಅರ್ಜಿ ಆಹ್ವಾನಿಸಿದೆ. ಅರ್ಹ ಪ.ಜಾತಿ/ಪ.ಪಂಗಡ ಉದ್ದಿಮೆದಾರರು/ಫಲಾನುಭವಿಗಳು ಮಾರ್ಗಸೂಚಿಯನ್ವಯ ಪೂರ್ಣ ಪ್ರಮಾಣದ ಪ್ರಸ್ತಾವನೆಯನ್ನು ಉಪನಿರ್ದೇಶಕರ ಕಚೇರಿ, ಕೈಮಗ್ಗ ಮತ್ತು ಜವಳಿ ಇಲಾಖೆ, 'ನಾಗನಿಲಯ', 5ನೇ ಮುಖ್ಯ ರಸ್ತೆ, ಸಿದ್ದಗಂಗಾ ಬಡಾವಣೆ, ತುಮಕೂರು ಇವರಿಗೆ ಸಲ್ಲಿಸಬೇಕು. xyxy=(54,1417,397,1545)
ct-ravi-column-bottom-2: ಆ ರೀತಿ ವರ್ತನೆ ನಡೆದಿದೆ ಎಂದು ಖಂಡಿಸಿದರು. ರವಿ ಅವರನ್ನು ಸುಮಾರು 450 ಕಿಮೀನಿಂದ 500 ಕಿಮೀ ಸುತ್ತಾಡಿಸಿದ್ದಾರೆ. ಎಲ್ಲಿಗೆ ಕರೆದೊಯ್ಯುತ್ತಿದ್ದೀರಿ ಎಂದು ಕೇಳಿದರೂ ಉತ್ತರ ಕೊಟ್ಟಿಲ್ಲ. ಪೊಲೀಸರು ಸರಕಾರದ ಒತ್ತಾಯ, ಒತ್ತಡ ಮೇಲೆ ಇದನ್ನು ನಡೆಸಿದ್ದಾರೆ. ಅವರನ್ನು ಬಿಡುಗಡೆ ಮಾಡಬೇಕು. ರಾಜ್ಯದ ಜನ ಎಲ್ಲಾ ಜಿಲ್ಲಾ ಕೇಂದ್ರಗಳಲ್ಲಿ ಇದನ್ನು ಖಂಡಿಸಿ ಪ್ರತಿಭಟನೆ ಮಾಡಬೇಕು ಎಂದು ಕರೆ ನೀಡಿದರು. xyxy=(865,1639,1132,1748)
lead-paragraph: ಕೃಷ್ಣರಾಜ ಮಹಾರಾಜರ ಅನೇಕಾಭಿವೃದ್ಧಿ ಕಾರ್ಯಗಳನ್ನು ನೆನೆದ ಅವರು, ಶ್ರೀರಂಗಪಟ್ಟಣದ ಹೈದರ್ ಮತ್ತು ಟಿಪ್ಪು ಮುಂತಾದವರನ್ನು ಮರೆಯುವಂತಿಲ್ಲ. ಎಚ್.ಕೆ.ವೀರಣ್ಣಗೌಡ, ಕೆ.ವಿ.ಶಂಕರೇಗೌಡ, ಎಸ್.ಎಂ.ಕೃಷ್ಣ, ಜಿ.ಮಾದೇಗೌಡ, ಎಂ.ಎಸ್.ಆತ್ಮಾನಂದ, ಅಂಬರೀಶ್ ಮತ್ತಿತರ ಕೊಡುಗೆಗಳನ್ನು ಸ್ಮರಿಸಿದರು. 3 ದಶಕಗಳ ಬಳಿಕ ಗೋ.ರು.ಚನ್ನಬಸಪ್ಪ ಅವರ ಅಧ್ಯಕ್ಷತೆಯಲ್ಲಿ ಮಂಡ್ಯದಲ್ಲಿ ಮೂರನೇ ಬಾರಿಗೆ ಕನ್ನಡ ಸಾಹಿತ್ಯ ಸಮೇಳನ ನಡೆಯುತ್ತಿದೆ. xyxy=(1218,317,1504,453)
column-divider xyxy=(350,256,352,850)
lead-paragraph: ಶ್ರೀಮಂತರ ಕಾರ್ಪೋರೇಟ್ ಕಂಪನಿಗಳ ಮೇಲಿನ ತೆರಿಗೆಯನ್ನು ಕಡಿಮೆ ಮಾಡಿದ್ದರಿಂದ ಜನರ ಕೈಯಲ್ಲಿ ಹಣ ಇಲ್ಲದೆ ಕೊಳ್ಳುವ ಶಕ್ತಿ ಕಡಿಮೆಯಾಗಿದೆ. xyxy=(60,417,346,472)
award-headline: ಡಾ.ಕವಿತಾಕೃಷ್ಣ ಸಾಹಿತ್ಯ ಪ್ರಶಸ್ತಿ ಪ್ರದಾನ, ಪುಸ್ತಕ ಬಿಡುಗಡೆ, ಪದಗ್ರಹಣ, ಹಾಗೂ ಚುಟುಕು ಕವಿಗೋಷ್ಠಿ ಕಾರ್ಯಕ್ರಮ xyxy=(433,869,1101,953)
page-number: ಪುಟ:3 xyxy=(1434,62,1477,82)
belagavi-headline: 64 ಗಂಟೆಗಳ ಕಾಲ ನಡೆದ ಬೆಳಗಾವಿ ವಿಧಾನಸಭೆ ಅಧಿವೇಶನ xyxy=(406,1921,1244,1972)
spectroscopy-paragraph: ಕಾರ್ಯಕ್ರಮದಲ್ಲಿ ಕನ್ನಡ ವಿಭಾಗದ ಮುಖ್ಯಸ್ಥರಾದ ಪ್ರೊಫೆಸರ್ ರಮೇಶ್ ಮಣ್ಣೆ ,ಐಕ್ಯುಎಸಿ ವಿಭಾಗದ ಮುಖ್ಯಸ್ಥರಾದ ಸಯ್ಯದ್ ಬಾಬು, ರಾಸಾಯನಶಾಸ್ತ್ರ ವಿಭಾಗದ ಮುಖ್ಯಸ್ಥರಾದ ಪ್ರೊ ಕೆ ಹಾಗೂ ಎಲ್ಲಾ ವಿಭಾಗದ ಬೋಧಕ ಬೋಧಕೇತರ ವರ್ಗದವರು ಬಿಎಸ್‌ಸಿ ವಿದ್ಯಾರ್ಥಿಗಳು ಉಪಸ್ಥಿತರಿದ್ದರು. xyxy=(54,2133,397,2204)
lead-photo-inauguration xyxy=(355,257,1204,487)
ct-ravi-column-left: ಬೆಳಗಾವಿ: ಮಾಜಿ ಸಚಿವರೂ ಆದ ವಿಧಾನಪರಿಷತ್ ಸದಸ್ಯ ಸಿ.ಟಿ.ರವಿ ಅವರನ್ನು ರಾಜ್ಯ ಸರಕಾರದ ಕುಮಕ್ಕಿನಿಂದ ಭಯೋತ್ಪಾದಕರಂತೆ ನಡೆಸಿಕೊಂಡಿದ್ದಾರೆ ಎಂದು ಬಿಜೆಪಿ ರಾಜ್ಯಾಧ್ಯಕ್ಷ ಮತ್ತು ಶಾಸಕ ಬಿ.ವೈ.ವಿಜಯೇಂದ್ರ ಅವರು ಆಕ್ಷೇಪಿಸಿದ್ದಾರೆ. ಮಾಧ್ಯಮ ಪ್ರತಿನಿಧಿಗಳೊಂದಿಗೆ ಮಾತನಾಡಿದ ಅವರು, ಇಂಥ ಘಟನೆ ರಾಜ್ಯ ಮಾತ್ರವಲ್ಲ, ಇಡೀ ದೇಶದಲ್ಲಿ ಆಗಿರಲು ಸಾಧ್ಯವಿಲ್ಲ ಎಂದು ಆಶ್ಚರ್ಯ ವ್ಯಕ್ತಪಡಿಸಿದರು. ರವಿ ಅವರ ಜೊತೆ ಪೊಲೀಸ್ ಅಧಿಕಾರಿಗಳು ನಡೆದುಕೊಂಡ ರೀತಿ ಅವರ ಮೇಲಿನ ಆರೋಪಕ್ಕಿಂತ ಗಂಭೀರವಾಗಿದೆ ಎಂದರು. ಸಿ.ಟಿ.ರವಿ ಅವರ ದೂರನ್ನು ರಿಜಿಸ್ಟರ್ ಮಾಡಿಲ್ಲ. ನಮ್ಮ ಶಾಸಕರೆಲ್ಲರೂ ರಾತ್ರಿ ಪೊಲೀಸ್ ಠಾಣೆ ಮುಂದೆ ಕುಳಿತು ಪ್ರತಿಭಟನೆ ಮಾಡಿದ್ದಾರೆ. ಸಿ.ಟಿ.ರವಿ ಅವರಿಗೆ ತಲೆಗೆ ಪೆಟ್ಟು ಬಿದ್ದಿದೆ. ಆಸ್ಪತ್ರೆಗೂ ಕರೆದುಕೊಂಡು ಹೋಗಿಲ್ಲ ಎಂದು ಬೇಸರ ವ್ಯಕ್ತಪಡಿಸಿದರು. xyxy=(410,1420,596,1757)
ct-ravi-photo-vijayendra xyxy=(601,1414,988,1632)
masthead-bar xyxy=(58,56,1498,89)
lead-headline: ಹಿಂದಿ ಹೇರಿಕೆ ಪ್ರತಿಭಟಿಸದಿದ್ದರೆ ಗಂಡಾಂತರ xyxy=(51,103,825,174)
